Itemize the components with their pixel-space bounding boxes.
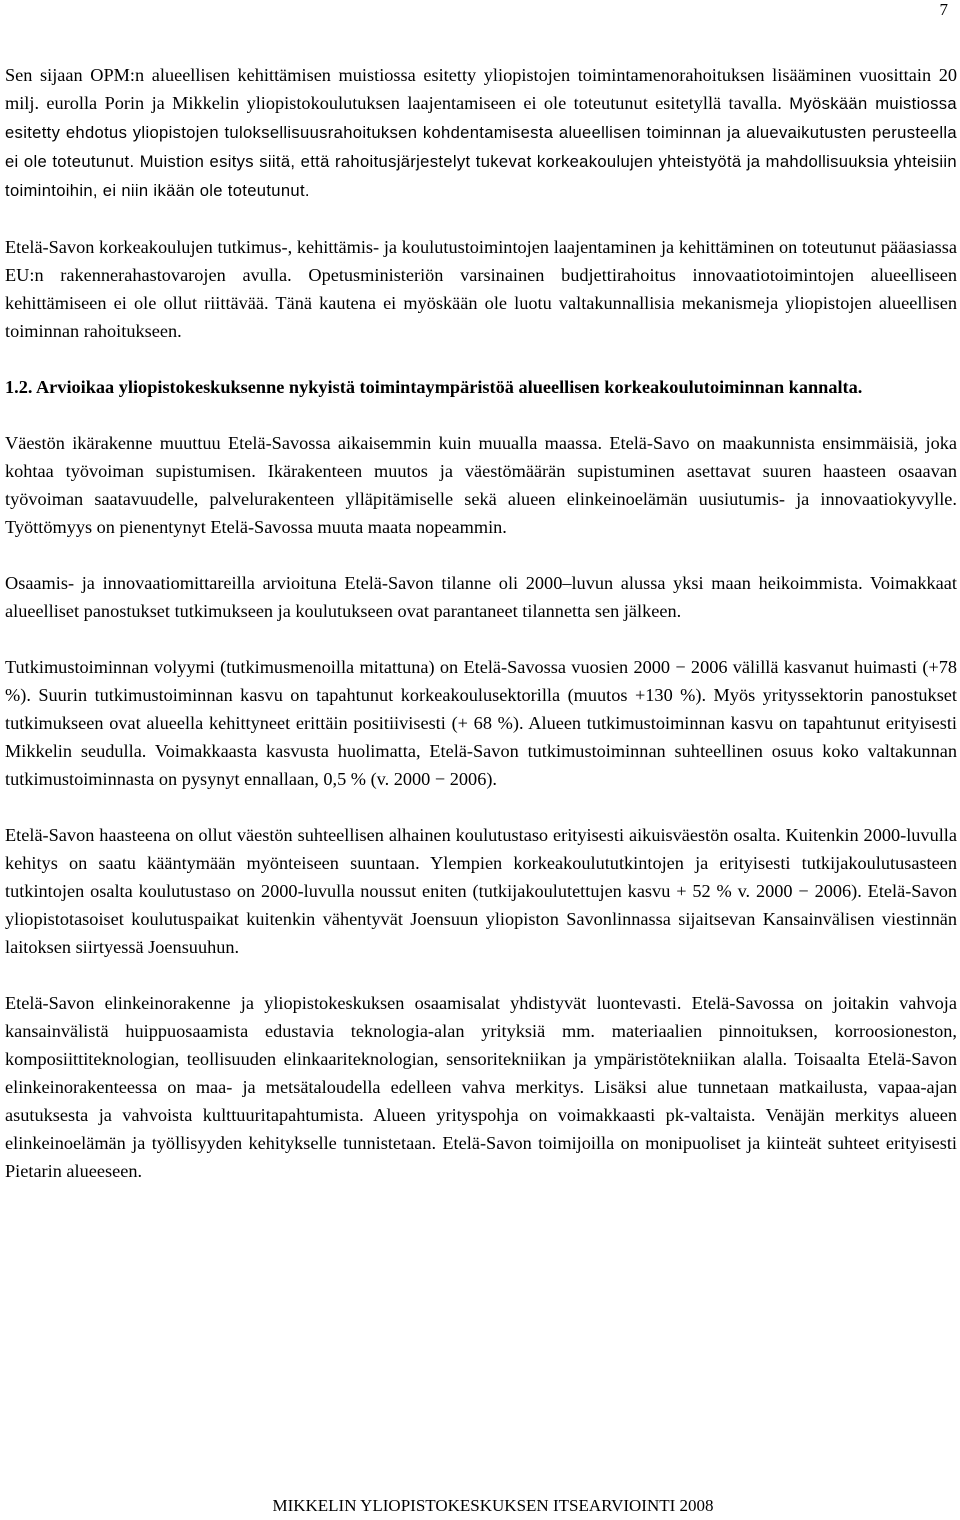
paragraph-industry: Etelä-Savon elinkeinorakenne ja yliopistokeskuksen osaamisalat yhdistyvät luontevasti. Etelä-Savossa on joitakin vahvoja kansainvälistä huippuosaamista edustavia teknologia-alan yrityksiä mm. materiaalien pinnoituksen, korroosioneston, komposiittiteknologian, teollisuuden elinkaariteknologian, sensoritekniikan ja ympäristötekniikan alalla. Toisaalta Etelä-Savon elinkeinorakenteessa on maa- ja metsätaloudella edelleen vahva merkitys. Lisäksi alue tunnetaan matkailusta, vapaa-ajan asutuksesta ja vahvoista kulttuuritapahtumista. Alueen yrityspohja on voimakkaasti pk-valtaista. Venäjän merkitys alueen elinkeinoelämän ja työllisyyden kehitykselle tunnistetaan. Etelä-Savon toimijoilla on monipuoliset ja kiinteät suhteet erityisesti Pietarin alueeseen. xyxy=(5,993,957,1181)
page-footer: MIKKELIN YLIOPISTOKESKUKSEN ITSEARVIOINTI 2008 xyxy=(272,1496,714,1515)
intro-sans-text: Myöskään muistiossa esitetty ehdotus yliopistojen tuloksellisuusrahoituksen kohdentamisesta alueellisen toiminnan ja aluevaikutusten perusteella ei ole toteutunut. Muistion esitys siitä, että rahoitusjärjestelyt tukevat korkeakoulujen yhteistyötä ja mahdollisuuksia yhteisiin toimintoihin, ei niin ikään ole toteutunut. xyxy=(5,94,957,200)
document-body xyxy=(5,61,957,1185)
paragraph-innovation: Osaamis- ja innovaatiomittareilla arvioituna Etelä-Savon tilanne oli 2000–luvun alussa yksi maan heikoimmista. Voimakkaat alueelliset panostukset tutkimukseen ja koulutukseen ovat parantaneet tilannetta sen jälkeen. xyxy=(5,573,957,621)
paragraph-education-level: Etelä-Savon haasteena on ollut väestön suhteellisen alhainen koulutustaso erityisesti aikuisväestön osalta. Kuitenkin 2000-luvulla kehitys on saatu kääntymään myönteiseen suuntaan. Ylempien korkeakoulututkintojen ja erityisesti tutkijakoulutusasteen tutkintojen osalta koulutustaso on 2000-luvulla noussut eniten (tutkijakoulutettujen kasvu + 52 % v. 2000 − 2006). Etelä-Savon yliopistotasoiset koulutuspaikat kuitenkin vähentyvät Joensuun yliopiston Savonlinnassa sijaitsevan Kansainvälisen viestinnän laitoksen siirtyessä Joensuuhun. xyxy=(5,825,957,957)
intro-paragraph xyxy=(5,61,957,205)
paragraph-research-volume: Tutkimustoiminnan volyymi (tutkimusmenoilla mitattuna) on Etelä-Savossa vuosien 2000 − 2006 välillä kasvanut huimasti (+78 %). Suurin tutkimustoiminnan kasvu on tapahtunut korkeakoulusektorilla (muutos +130 %). Myös yrityssektorin panostukset tutkimukseen ovat alueella kehittyneet erittäin positiivisesti (+ 68 %). Alueen tutkimustoiminnan kasvu on tapahtunut erityisesti Mikkelin seudulla. Voimakkaasta kasvusta huolimatta, Etelä-Savon tutkimustoiminnan suhteellinen osuus koko valtakunnan tutkimustoiminnasta on pysynyt ennallaan, 0,5 % (v. 2000 − 2006). xyxy=(5,657,957,789)
section-heading: 1.2. Arvioikaa yliopistokeskuksenne nykyistä toimintaympäristöä alueellisen korkeakoulutoiminnan kannalta. xyxy=(5,377,863,397)
page-number: 7 xyxy=(939,0,948,19)
intro-serif-text: Sen sijaan OPM:n alueellisen kehittämisen muistiossa esitetty yliopistojen toimintamenorahoituksen lisääminen vuosittain 20 milj. eurolla Porin ja Mikkelin yliopistokoulutuksen laajentamiseen ei ole toteutunut esitetyllä tavalla. xyxy=(5,65,957,113)
paragraph-funding: Etelä-Savon korkeakoulujen tutkimus-, kehittämis- ja koulutustoimintojen laajentaminen ja kehittäminen on toteutunut pääasiassa EU:n rakennerahastovarojen avulla. Opetusministeriön varsinainen budjettirahoitus innovaatiotoimintojen alueelliseen kehittämiseen ei ole ollut riittävää. Tänä kautena ei myöskään ole luotu valtakunnallisia mekanismeja yliopistojen alueellisen toiminnan rahoitukseen. xyxy=(5,237,957,341)
paragraph-demographics: Väestön ikärakenne muuttuu Etelä-Savossa aikaisemmin kuin muualla maassa. Etelä-Savo on maakunnista ensimmäisiä, joka kohtaa työvoiman supistumisen. Ikärakenteen muutos ja väestömäärän supistuminen asettavat suuren haasteen osaavan työvoiman saatavuudelle, palvelurakenteen ylläpitämiselle sekä alueen elinkeinoelämän uusiutumis- ja innovaatiokyvylle. Työttömyys on pienentynyt Etelä-Savossa muuta maata nopeammin. xyxy=(5,433,957,537)
